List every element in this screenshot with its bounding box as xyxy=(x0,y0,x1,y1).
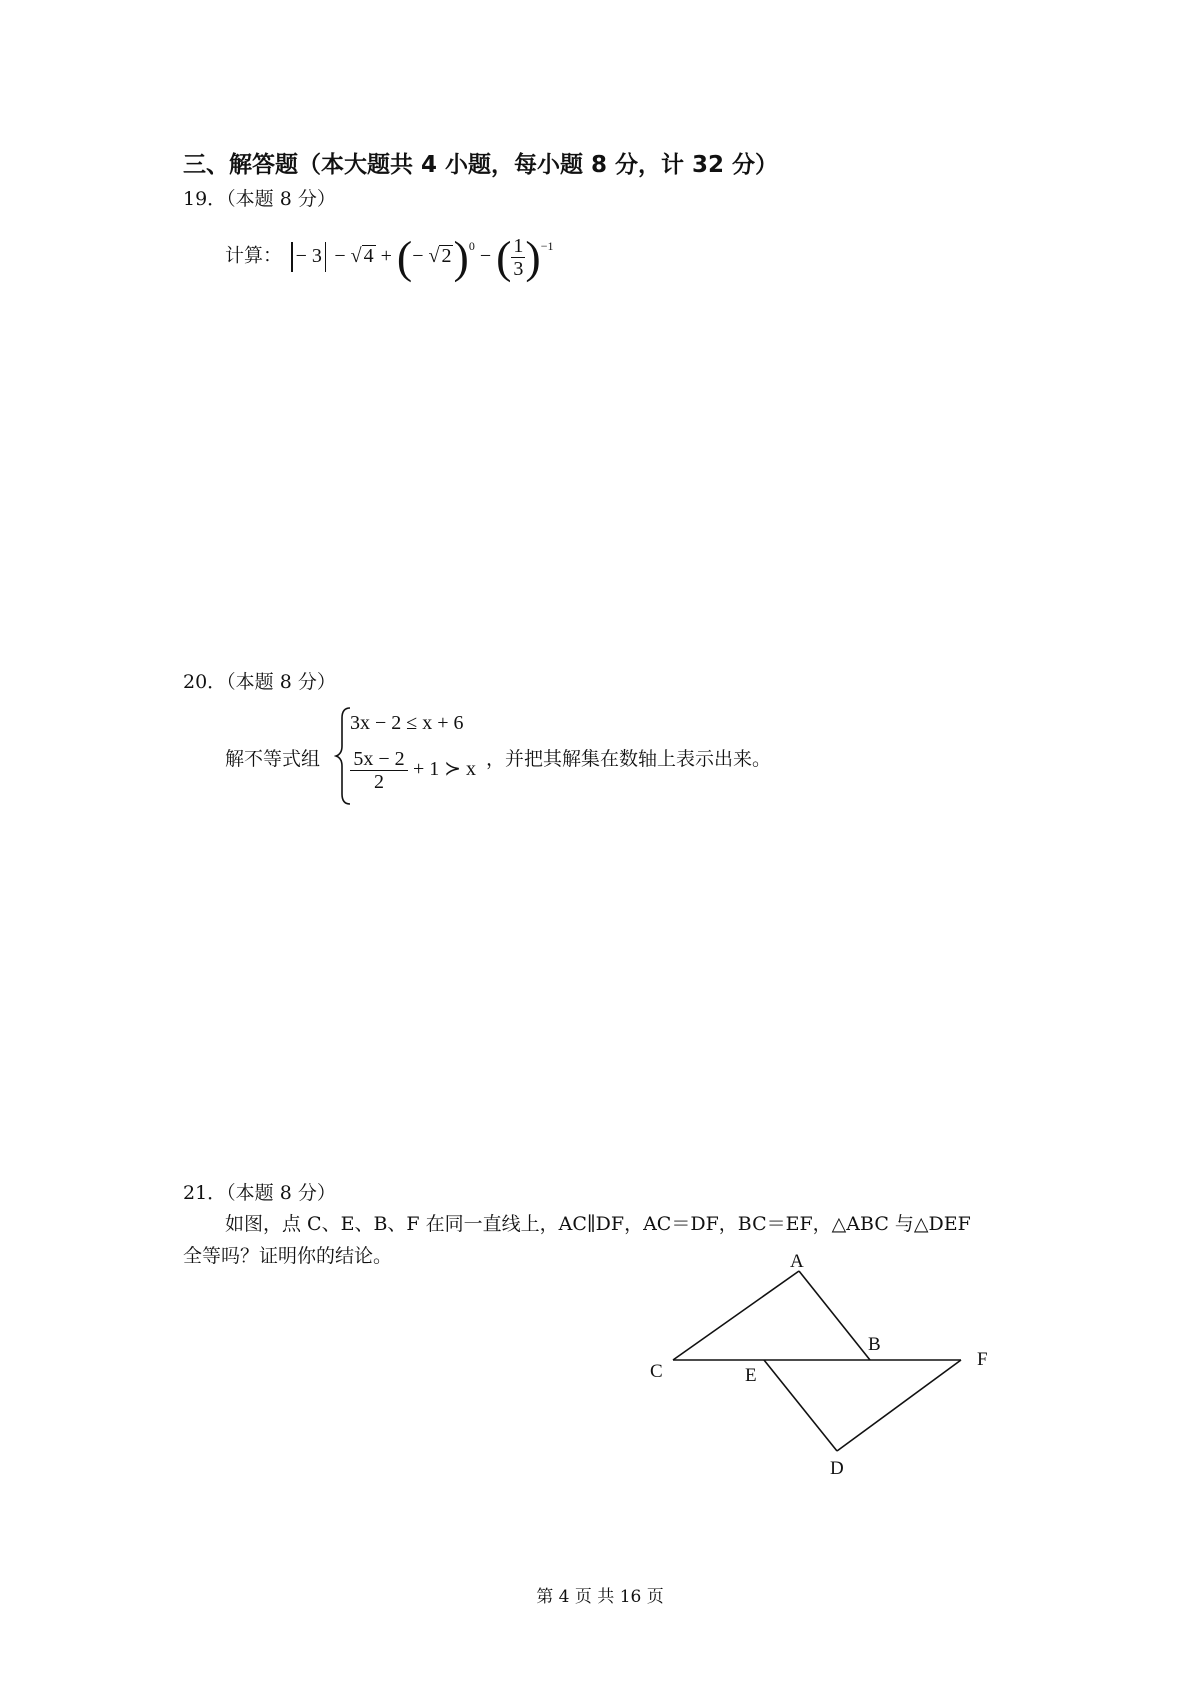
q20-heading: 20．（本题 8 分） xyxy=(183,671,336,693)
label-C: C xyxy=(650,1361,663,1382)
q21-line-2: 全等吗？证明你的结论。 xyxy=(183,1245,393,1267)
inequality-2 xyxy=(350,748,476,793)
paren-sign: − xyxy=(412,244,424,267)
abs-content: − 3 xyxy=(295,244,322,267)
q21-heading: 21．（本题 8 分） xyxy=(183,1182,336,1204)
label-B: B xyxy=(868,1334,881,1355)
segment-DF xyxy=(837,1360,961,1451)
label-E: E xyxy=(745,1365,757,1386)
abs-bar-right xyxy=(325,242,327,272)
sqrt-4: 4 xyxy=(363,244,374,267)
inequality-1: 3x − 2 ≤ x + 6 xyxy=(350,712,464,734)
plus-sign: + xyxy=(380,244,392,267)
exponent-zero: 0 xyxy=(468,238,475,253)
q19-expression: 计算： − 3 − √ 4 + (− √ 2)$^0$ − ( $\frac{1}{3}$ )$^{-1}$ xyxy=(225,231,554,282)
q19-prompt: 计算： xyxy=(225,244,283,267)
segment-AB xyxy=(799,1271,870,1360)
q21-line-1: 如图，点 C、E、B、F 在同一直线上，AC∥DF，AC＝DF，BC＝EF，△ABC 与△DEF xyxy=(225,1213,971,1235)
segment-CA xyxy=(673,1271,799,1360)
exponent-neg-one: −1 xyxy=(540,238,554,253)
label-A: A xyxy=(790,1251,804,1272)
geometry-figure xyxy=(640,1250,1000,1480)
inequality-2-rest: + 1 ≻ x xyxy=(413,758,477,781)
fraction-one-third: $\frac{1}{3}$ xyxy=(513,234,524,280)
q19-heading: 19．（本题 8 分） xyxy=(183,188,336,210)
sqrt-2: 2 xyxy=(441,244,452,267)
minus-sign-2: − xyxy=(479,244,492,267)
q20-prompt: 解不等式组 xyxy=(225,748,321,770)
label-F: F xyxy=(977,1349,988,1370)
inequality-2-fraction: $\frac{5x - 2}{2}$ xyxy=(350,748,408,793)
segment-ED xyxy=(764,1360,837,1451)
page-footer: 第 4 页 共 16 页 xyxy=(536,1587,664,1607)
abs-bar-left xyxy=(291,242,293,272)
minus-sign: − xyxy=(334,244,346,267)
q20-instruction: ，并把其解集在数轴上表示出来。 xyxy=(486,748,772,770)
label-D: D xyxy=(830,1458,844,1479)
section-title: 三、解答题（本大题共 4 小题，每小题 8 分，计 32 分） xyxy=(183,152,779,178)
